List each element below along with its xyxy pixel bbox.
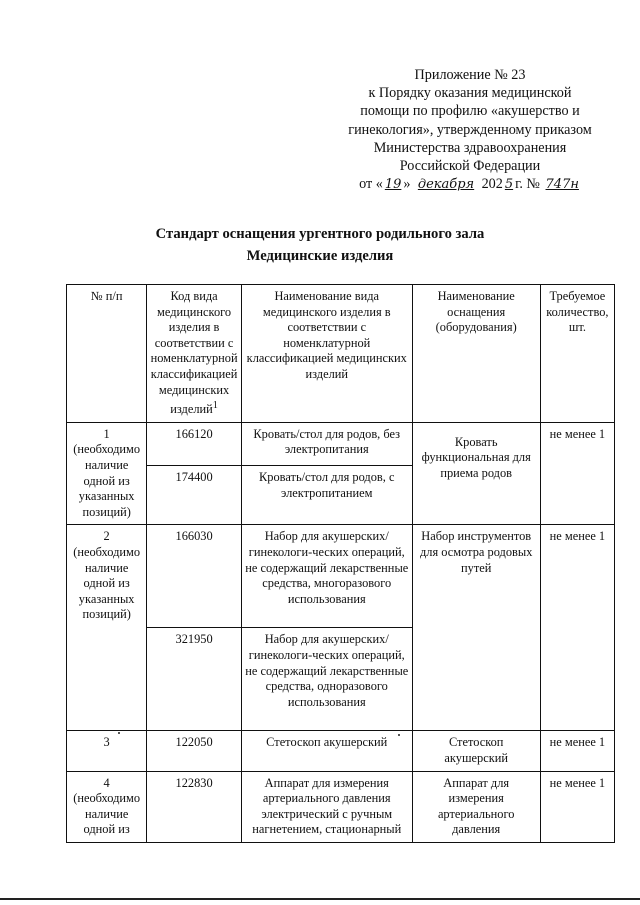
quantity-cell: не менее 1	[540, 771, 614, 842]
quantity-cell: не менее 1	[540, 731, 614, 771]
device-name-cell: Набор для акушерских/гинекологи-ческих операций, не содержащий лекарственные средства, многоразового использования	[241, 525, 412, 628]
order-number-handwritten: 747н	[545, 177, 579, 193]
order-date-line	[320, 175, 620, 194]
scan-speck	[118, 732, 120, 734]
code-cell: 122830	[147, 771, 242, 842]
scan-edge-line	[0, 898, 640, 900]
date-year-suffix: г. №	[515, 176, 540, 193]
date-mid: »	[403, 176, 411, 193]
code-cell: 122050	[147, 731, 242, 771]
equipment-cell: Стетоскоп акушерский	[412, 731, 540, 771]
device-name-cell: Кровать/стол для родов, с электропитанием	[241, 466, 412, 525]
device-name-cell: Стетоскоп акушерский	[241, 731, 412, 771]
row-number-cell: 4 (необходимо наличие одной из	[67, 771, 147, 842]
equipment-table	[66, 284, 615, 843]
table-row	[67, 525, 615, 628]
quantity-cell: не менее 1	[540, 525, 614, 731]
device-name-cell: Аппарат для измерения артериального давления электрический с ручным нагнетением, стационарный	[241, 771, 412, 842]
device-name-cell: Кровать/стол для родов, без электропитания	[241, 422, 412, 466]
scan-speck	[398, 734, 400, 736]
header-code: Код вида медицинского изделия в соответствии с номенклатурной классификацией медицинских изделий$^1$	[147, 285, 242, 423]
appendix-line: Министерства здравоохранения	[373, 139, 567, 156]
appendix-line: Российской Федерации	[399, 158, 541, 175]
code-cell: 166030	[147, 525, 242, 628]
appendix-line: к Порядку оказания медицинской	[368, 85, 572, 102]
table-row	[67, 771, 615, 842]
date-day-handwritten: 19	[384, 177, 402, 193]
table-header-row	[67, 285, 615, 423]
device-name-cell: Набор для акушерских/гинекологи-ческих операций, не содержащий лекарственные средства, одноразового использования	[241, 628, 412, 731]
date-month-handwritten: декабря	[417, 177, 475, 193]
equipment-cell: Аппарат для измерения артериального давления	[412, 771, 540, 842]
code-cell: 321950	[147, 628, 242, 731]
document-title: Стандарт оснащения ургентного родильного зала	[155, 226, 485, 242]
equipment-cell: Набор инструментов для осмотра родовых путей	[412, 525, 540, 731]
header-num: № п/п	[67, 285, 147, 423]
table-row	[67, 731, 615, 771]
header-qty: Требуемое количество, шт.	[540, 285, 614, 423]
header-name: Наименование вида медицинского изделия в соответствии с номенклатурной классификацией медицинских изделий	[241, 285, 412, 423]
code-cell: 174400	[147, 466, 242, 525]
appendix-line: гинекология», утвержденному приказом	[348, 121, 592, 138]
row-number-cell: 3	[67, 731, 147, 771]
header-equipment: Наименование оснащения (оборудования)	[412, 285, 540, 423]
date-year-digit-handwritten: 5	[504, 177, 514, 193]
code-cell: 166120	[147, 422, 242, 466]
quantity-cell: не менее 1	[540, 422, 614, 525]
row-number-cell: 2 (необходимо наличие одной из указанных позиций)	[67, 525, 147, 731]
equipment-cell: Кровать функциональная для приема родов	[412, 422, 540, 525]
appendix-number: Приложение № 23	[414, 67, 526, 83]
date-year-prefix: 202	[481, 176, 503, 193]
table-row	[67, 422, 615, 466]
appendix-line: помощи по профилю «акушерство и	[360, 103, 580, 120]
appendix-header	[320, 66, 620, 194]
date-prefix: от «	[359, 176, 383, 193]
document-subtitle: Медицинские изделия	[246, 248, 394, 264]
row-number-cell: 1 (необходимо наличие одной из указанных позиций)	[67, 422, 147, 525]
